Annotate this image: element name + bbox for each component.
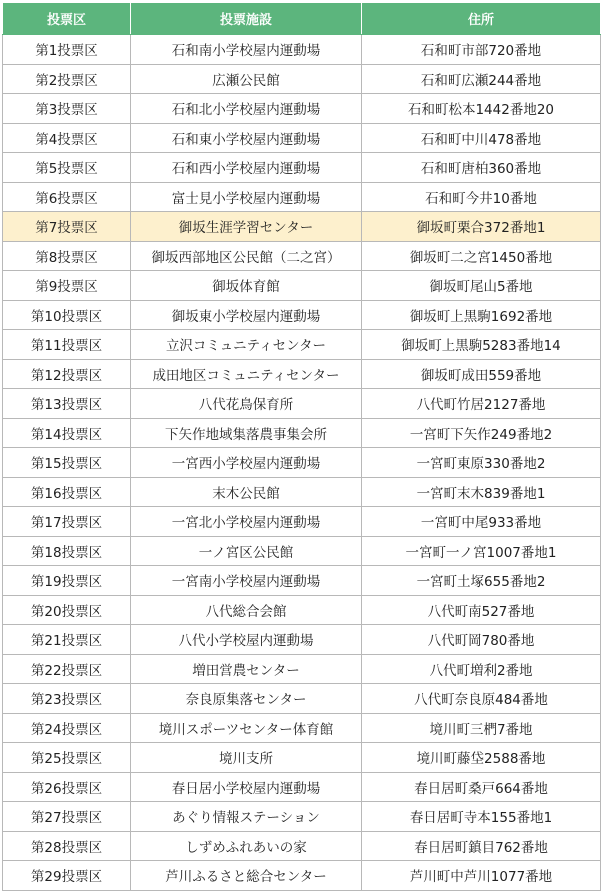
cell-district: 第20投票区 [3,595,131,625]
polling-station-table [2,2,601,891]
cell-address: 石和町広瀬244番地 [362,64,601,94]
table-row [3,448,601,478]
cell-address: 八代町竹居2127番地 [362,389,601,419]
cell-district: 第17投票区 [3,507,131,537]
table-row [3,743,601,773]
cell-facility: 石和北小学校屋内運動場 [131,94,362,124]
cell-address: 境川町藤垈2588番地 [362,743,601,773]
cell-facility: 石和西小学校屋内運動場 [131,153,362,183]
cell-address: 春日居町桑戸664番地 [362,772,601,802]
cell-district: 第10投票区 [3,300,131,330]
cell-address: 八代町南527番地 [362,595,601,625]
cell-facility: 広瀬公民館 [131,64,362,94]
cell-district: 第12投票区 [3,359,131,389]
cell-district: 第21投票区 [3,625,131,655]
cell-facility: 下矢作地域集落農事集会所 [131,418,362,448]
cell-facility: 増田営農センター [131,654,362,684]
cell-district: 第14投票区 [3,418,131,448]
cell-address: 石和町唐柏360番地 [362,153,601,183]
table-row [3,123,601,153]
cell-district: 第3投票区 [3,94,131,124]
header-address: 住所 [362,3,601,35]
table-row [3,772,601,802]
header-facility: 投票施設 [131,3,362,35]
cell-facility: 成田地区コミュニティセンター [131,359,362,389]
cell-district: 第29投票区 [3,861,131,891]
cell-facility: 富士見小学校屋内運動場 [131,182,362,212]
cell-address: 御坂町二之宮1450番地 [362,241,601,271]
table-row [3,536,601,566]
table-row [3,595,601,625]
cell-district: 第8投票区 [3,241,131,271]
table-row [3,182,601,212]
table-row [3,300,601,330]
cell-address: 御坂町尾山5番地 [362,271,601,301]
table-row [3,507,601,537]
table-row [3,684,601,714]
header-district: 投票区 [3,3,131,35]
cell-district: 第4投票区 [3,123,131,153]
cell-district: 第25投票区 [3,743,131,773]
cell-facility: 御坂体育館 [131,271,362,301]
table-row [3,566,601,596]
cell-facility: 御坂東小学校屋内運動場 [131,300,362,330]
cell-address: 一宮町中尾933番地 [362,507,601,537]
cell-address: 境川町三椚7番地 [362,713,601,743]
table-row [3,713,601,743]
cell-facility: 一ノ宮区公民館 [131,536,362,566]
cell-facility: 八代花鳥保育所 [131,389,362,419]
table-row [3,64,601,94]
cell-facility: 御坂生涯学習センター [131,212,362,242]
cell-address: 一宮町一ノ宮1007番地1 [362,536,601,566]
cell-address: 一宮町東原330番地2 [362,448,601,478]
cell-address: 御坂町成田559番地 [362,359,601,389]
cell-district: 第5投票区 [3,153,131,183]
cell-facility: 一宮南小学校屋内運動場 [131,566,362,596]
cell-address: 春日居町寺本155番地1 [362,802,601,832]
cell-address: 八代町増利2番地 [362,654,601,684]
cell-district: 第1投票区 [3,35,131,65]
table-row [3,35,601,65]
cell-district: 第11投票区 [3,330,131,360]
cell-facility: 一宮西小学校屋内運動場 [131,448,362,478]
table-header [3,3,601,35]
table-body [3,35,601,891]
polling-station-table-container [2,2,600,891]
table-row [3,861,601,891]
cell-address: 八代町奈良原484番地 [362,684,601,714]
cell-facility: 境川支所 [131,743,362,773]
table-row [3,802,601,832]
cell-address: 石和町中川478番地 [362,123,601,153]
cell-district: 第19投票区 [3,566,131,596]
table-row [3,389,601,419]
cell-facility: 芦川ふるさと総合センター [131,861,362,891]
cell-district: 第26投票区 [3,772,131,802]
cell-facility: 八代小学校屋内運動場 [131,625,362,655]
cell-district: 第2投票区 [3,64,131,94]
cell-facility: 立沢コミュニティセンター [131,330,362,360]
cell-facility: 境川スポーツセンター体育館 [131,713,362,743]
cell-facility: あぐり情報ステーション [131,802,362,832]
table-row [3,625,601,655]
cell-facility: 奈良原集落センター [131,684,362,714]
cell-facility: 石和南小学校屋内運動場 [131,35,362,65]
cell-address: 御坂町上黒駒5283番地14 [362,330,601,360]
table-row [3,153,601,183]
cell-district: 第6投票区 [3,182,131,212]
table-row [3,359,601,389]
cell-facility: 一宮北小学校屋内運動場 [131,507,362,537]
cell-district: 第28投票区 [3,831,131,861]
cell-district: 第7投票区 [3,212,131,242]
header-row [3,3,601,35]
table-row [3,241,601,271]
cell-address: 御坂町上黒駒1692番地 [362,300,601,330]
table-row [3,271,601,301]
cell-district: 第13投票区 [3,389,131,419]
cell-facility: 御坂西部地区公民館（二之宮） [131,241,362,271]
table-row [3,330,601,360]
table-row [3,418,601,448]
cell-address: 石和町市部720番地 [362,35,601,65]
cell-district: 第18投票区 [3,536,131,566]
cell-district: 第15投票区 [3,448,131,478]
cell-address: 八代町岡780番地 [362,625,601,655]
table-row [3,94,601,124]
table-row [3,654,601,684]
cell-address: 一宮町末木839番地1 [362,477,601,507]
cell-address: 石和町今井10番地 [362,182,601,212]
cell-address: 御坂町栗合372番地1 [362,212,601,242]
cell-district: 第22投票区 [3,654,131,684]
cell-address: 春日居町鎮目762番地 [362,831,601,861]
cell-district: 第24投票区 [3,713,131,743]
table-row [3,477,601,507]
cell-address: 一宮町下矢作249番地2 [362,418,601,448]
cell-district: 第16投票区 [3,477,131,507]
cell-address: 石和町松本1442番地20 [362,94,601,124]
table-row [3,831,601,861]
cell-address: 一宮町土塚655番地2 [362,566,601,596]
cell-district: 第23投票区 [3,684,131,714]
cell-facility: 石和東小学校屋内運動場 [131,123,362,153]
cell-facility: しずめふれあいの家 [131,831,362,861]
cell-address: 芦川町中芦川1077番地 [362,861,601,891]
table-row [3,212,601,242]
cell-facility: 末木公民館 [131,477,362,507]
cell-district: 第27投票区 [3,802,131,832]
cell-district: 第9投票区 [3,271,131,301]
cell-facility: 八代総合会館 [131,595,362,625]
cell-facility: 春日居小学校屋内運動場 [131,772,362,802]
